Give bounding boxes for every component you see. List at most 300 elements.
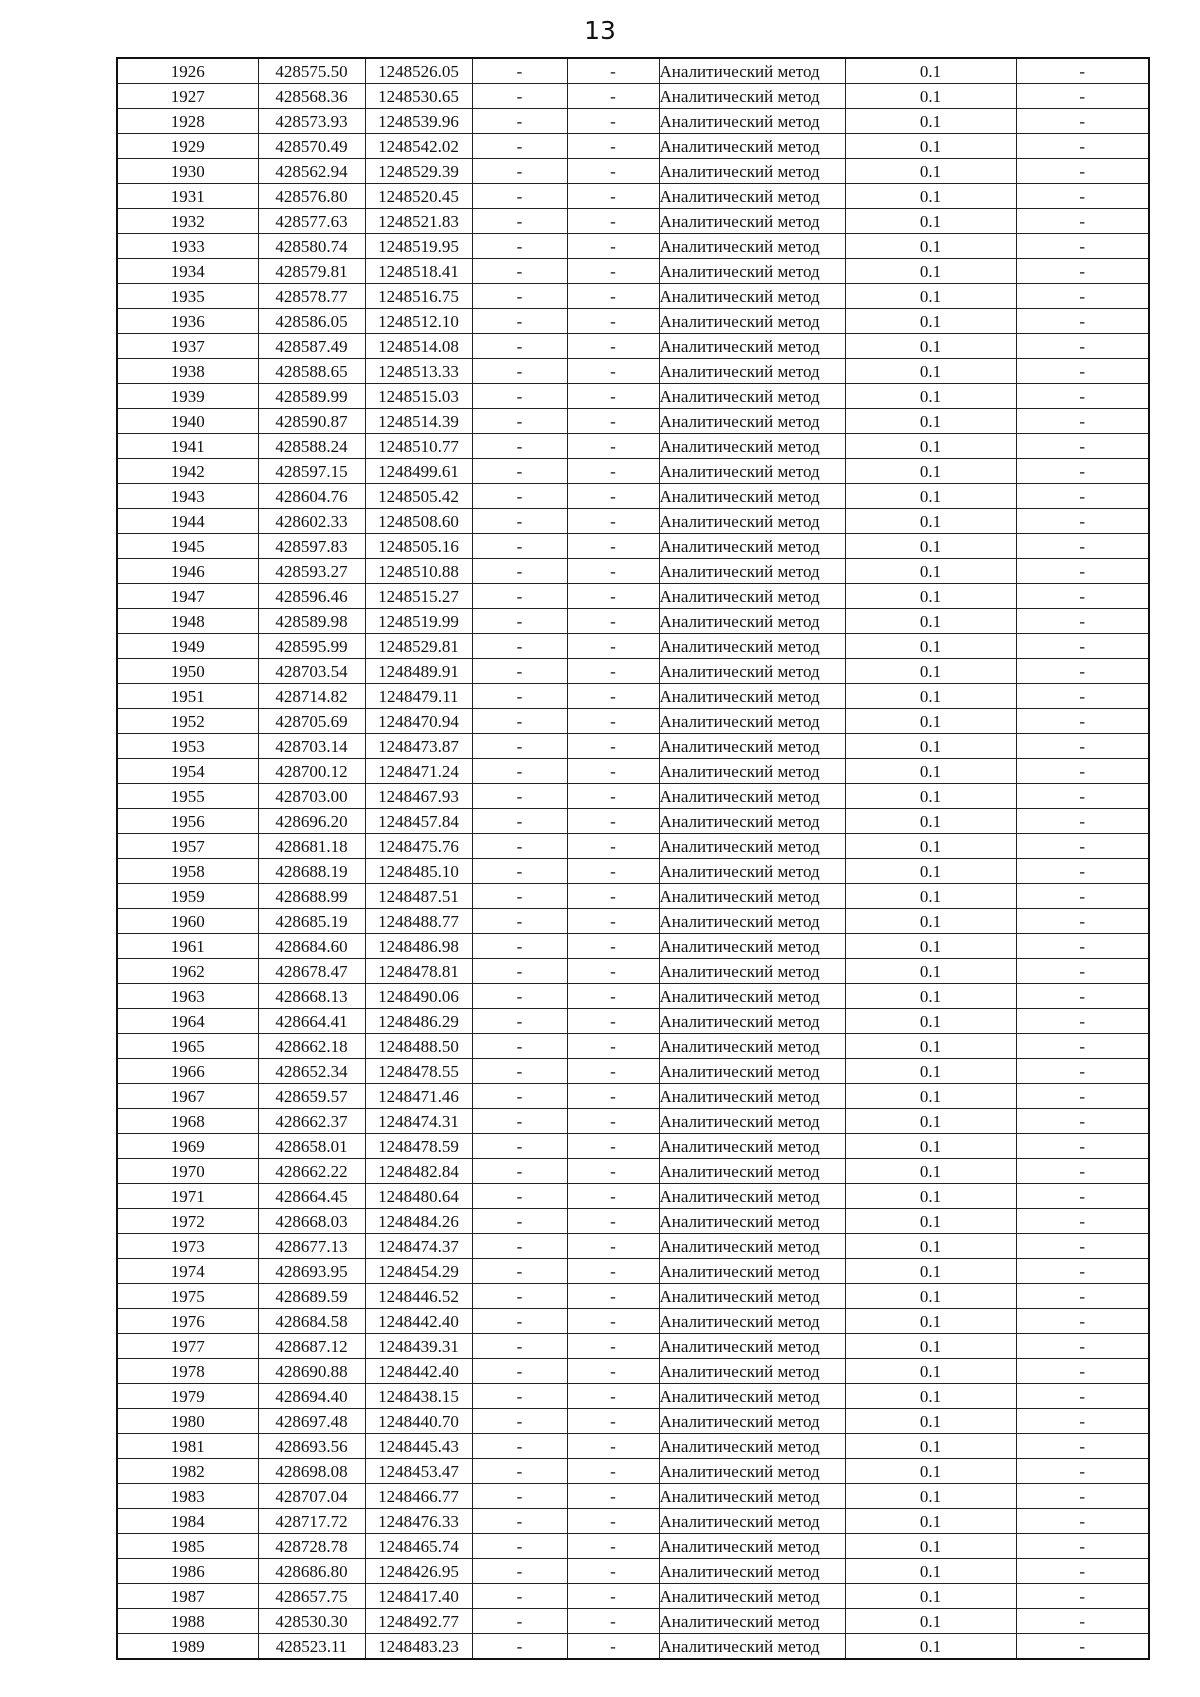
point-number-cell: 1968 xyxy=(117,1109,258,1134)
table-row xyxy=(117,884,1149,909)
method-cell: Аналитический метод xyxy=(659,1009,845,1034)
y-coordinate-cell: 1248490.06 xyxy=(365,984,472,1009)
method-cell: Аналитический метод xyxy=(659,634,845,659)
accuracy-cell: 0.1 xyxy=(845,484,1016,509)
method-cell: Аналитический метод xyxy=(659,884,845,909)
y-coordinate-cell: 1248486.98 xyxy=(365,934,472,959)
accuracy-cell: 0.1 xyxy=(845,58,1016,84)
method-cell: Аналитический метод xyxy=(659,184,845,209)
empty-value-cell: - xyxy=(567,584,659,609)
point-number-cell: 1967 xyxy=(117,1084,258,1109)
y-coordinate-cell: 1248467.93 xyxy=(365,784,472,809)
method-cell: Аналитический метод xyxy=(659,534,845,559)
accuracy-cell: 0.1 xyxy=(845,1259,1016,1284)
method-cell: Аналитический метод xyxy=(659,1209,845,1234)
empty-value-cell: - xyxy=(472,1434,567,1459)
x-coordinate-cell: 428664.41 xyxy=(258,1009,365,1034)
method-cell: Аналитический метод xyxy=(659,659,845,684)
point-number-cell: 1966 xyxy=(117,1059,258,1084)
table-row xyxy=(117,1059,1149,1084)
empty-value-cell: - xyxy=(1016,784,1149,809)
x-coordinate-cell: 428668.03 xyxy=(258,1209,365,1234)
method-cell: Аналитический метод xyxy=(659,1584,845,1609)
table-row xyxy=(117,1209,1149,1234)
empty-value-cell: - xyxy=(567,684,659,709)
empty-value-cell: - xyxy=(1016,1109,1149,1134)
accuracy-cell: 0.1 xyxy=(845,159,1016,184)
point-number-cell: 1962 xyxy=(117,959,258,984)
empty-value-cell: - xyxy=(567,159,659,184)
x-coordinate-cell: 428593.27 xyxy=(258,559,365,584)
empty-value-cell: - xyxy=(472,1459,567,1484)
empty-value-cell: - xyxy=(1016,859,1149,884)
point-number-cell: 1988 xyxy=(117,1609,258,1634)
empty-value-cell: - xyxy=(1016,1584,1149,1609)
x-coordinate-cell: 428662.18 xyxy=(258,1034,365,1059)
empty-value-cell: - xyxy=(567,209,659,234)
method-cell: Аналитический метод xyxy=(659,709,845,734)
point-number-cell: 1940 xyxy=(117,409,258,434)
empty-value-cell: - xyxy=(472,1634,567,1660)
point-number-cell: 1942 xyxy=(117,459,258,484)
point-number-cell: 1928 xyxy=(117,109,258,134)
accuracy-cell: 0.1 xyxy=(845,984,1016,1009)
empty-value-cell: - xyxy=(567,534,659,559)
table-row xyxy=(117,684,1149,709)
accuracy-cell: 0.1 xyxy=(845,1584,1016,1609)
y-coordinate-cell: 1248492.77 xyxy=(365,1609,472,1634)
empty-value-cell: - xyxy=(472,1009,567,1034)
accuracy-cell: 0.1 xyxy=(845,1459,1016,1484)
table-row xyxy=(117,259,1149,284)
accuracy-cell: 0.1 xyxy=(845,109,1016,134)
empty-value-cell: - xyxy=(1016,109,1149,134)
empty-value-cell: - xyxy=(1016,1234,1149,1259)
y-coordinate-cell: 1248474.37 xyxy=(365,1234,472,1259)
empty-value-cell: - xyxy=(1016,534,1149,559)
x-coordinate-cell: 428577.63 xyxy=(258,209,365,234)
empty-value-cell: - xyxy=(567,1084,659,1109)
table-row xyxy=(117,784,1149,809)
accuracy-cell: 0.1 xyxy=(845,1184,1016,1209)
point-number-cell: 1956 xyxy=(117,809,258,834)
empty-value-cell: - xyxy=(1016,659,1149,684)
y-coordinate-cell: 1248518.41 xyxy=(365,259,472,284)
empty-value-cell: - xyxy=(567,559,659,584)
accuracy-cell: 0.1 xyxy=(845,84,1016,109)
method-cell: Аналитический метод xyxy=(659,409,845,434)
x-coordinate-cell: 428659.57 xyxy=(258,1084,365,1109)
empty-value-cell: - xyxy=(1016,959,1149,984)
x-coordinate-cell: 428570.49 xyxy=(258,134,365,159)
method-cell: Аналитический метод xyxy=(659,809,845,834)
method-cell: Аналитический метод xyxy=(659,1359,845,1384)
empty-value-cell: - xyxy=(472,884,567,909)
x-coordinate-cell: 428694.40 xyxy=(258,1384,365,1409)
point-number-cell: 1987 xyxy=(117,1584,258,1609)
point-number-cell: 1929 xyxy=(117,134,258,159)
method-cell: Аналитический метод xyxy=(659,584,845,609)
empty-value-cell: - xyxy=(472,709,567,734)
empty-value-cell: - xyxy=(472,1609,567,1634)
accuracy-cell: 0.1 xyxy=(845,709,1016,734)
method-cell: Аналитический метод xyxy=(659,734,845,759)
x-coordinate-cell: 428595.99 xyxy=(258,634,365,659)
empty-value-cell: - xyxy=(472,1284,567,1309)
x-coordinate-cell: 428589.99 xyxy=(258,384,365,409)
empty-value-cell: - xyxy=(567,259,659,284)
method-cell: Аналитический метод xyxy=(659,209,845,234)
empty-value-cell: - xyxy=(567,409,659,434)
method-cell: Аналитический метод xyxy=(659,1284,845,1309)
point-number-cell: 1963 xyxy=(117,984,258,1009)
accuracy-cell: 0.1 xyxy=(845,1609,1016,1634)
empty-value-cell: - xyxy=(1016,409,1149,434)
table-row xyxy=(117,1034,1149,1059)
method-cell: Аналитический метод xyxy=(659,459,845,484)
empty-value-cell: - xyxy=(472,1184,567,1209)
empty-value-cell: - xyxy=(472,459,567,484)
point-number-cell: 1927 xyxy=(117,84,258,109)
point-number-cell: 1973 xyxy=(117,1234,258,1259)
point-number-cell: 1980 xyxy=(117,1409,258,1434)
coordinates-table xyxy=(116,57,1150,1660)
empty-value-cell: - xyxy=(567,1609,659,1634)
y-coordinate-cell: 1248454.29 xyxy=(365,1259,472,1284)
table-row xyxy=(117,1559,1149,1584)
table-row xyxy=(117,1634,1149,1660)
empty-value-cell: - xyxy=(472,659,567,684)
method-cell: Аналитический метод xyxy=(659,759,845,784)
y-coordinate-cell: 1248478.81 xyxy=(365,959,472,984)
accuracy-cell: 0.1 xyxy=(845,584,1016,609)
accuracy-cell: 0.1 xyxy=(845,434,1016,459)
table-row xyxy=(117,459,1149,484)
empty-value-cell: - xyxy=(472,1084,567,1109)
table-row xyxy=(117,559,1149,584)
accuracy-cell: 0.1 xyxy=(845,784,1016,809)
y-coordinate-cell: 1248465.74 xyxy=(365,1534,472,1559)
point-number-cell: 1976 xyxy=(117,1309,258,1334)
empty-value-cell: - xyxy=(567,1434,659,1459)
empty-value-cell: - xyxy=(472,84,567,109)
empty-value-cell: - xyxy=(1016,209,1149,234)
point-number-cell: 1969 xyxy=(117,1134,258,1159)
empty-value-cell: - xyxy=(567,309,659,334)
empty-value-cell: - xyxy=(567,1159,659,1184)
table-row xyxy=(117,234,1149,259)
table-row xyxy=(117,709,1149,734)
x-coordinate-cell: 428714.82 xyxy=(258,684,365,709)
method-cell: Аналитический метод xyxy=(659,1159,845,1184)
x-coordinate-cell: 428686.80 xyxy=(258,1559,365,1584)
accuracy-cell: 0.1 xyxy=(845,534,1016,559)
empty-value-cell: - xyxy=(567,809,659,834)
method-cell: Аналитический метод xyxy=(659,1084,845,1109)
x-coordinate-cell: 428587.49 xyxy=(258,334,365,359)
empty-value-cell: - xyxy=(472,284,567,309)
empty-value-cell: - xyxy=(472,1134,567,1159)
table-row xyxy=(117,334,1149,359)
empty-value-cell: - xyxy=(472,784,567,809)
y-coordinate-cell: 1248529.81 xyxy=(365,634,472,659)
empty-value-cell: - xyxy=(567,1134,659,1159)
empty-value-cell: - xyxy=(472,259,567,284)
x-coordinate-cell: 428677.13 xyxy=(258,1234,365,1259)
accuracy-cell: 0.1 xyxy=(845,1384,1016,1409)
table-row xyxy=(117,1309,1149,1334)
empty-value-cell: - xyxy=(567,1384,659,1409)
accuracy-cell: 0.1 xyxy=(845,909,1016,934)
empty-value-cell: - xyxy=(472,859,567,884)
method-cell: Аналитический метод xyxy=(659,959,845,984)
y-coordinate-cell: 1248445.43 xyxy=(365,1434,472,1459)
empty-value-cell: - xyxy=(567,659,659,684)
table-row xyxy=(117,984,1149,1009)
x-coordinate-cell: 428596.46 xyxy=(258,584,365,609)
method-cell: Аналитический метод xyxy=(659,134,845,159)
y-coordinate-cell: 1248519.95 xyxy=(365,234,472,259)
accuracy-cell: 0.1 xyxy=(845,259,1016,284)
x-coordinate-cell: 428668.13 xyxy=(258,984,365,1009)
method-cell: Аналитический метод xyxy=(659,1484,845,1509)
empty-value-cell: - xyxy=(1016,1609,1149,1634)
empty-value-cell: - xyxy=(1016,634,1149,659)
accuracy-cell: 0.1 xyxy=(845,284,1016,309)
accuracy-cell: 0.1 xyxy=(845,309,1016,334)
accuracy-cell: 0.1 xyxy=(845,759,1016,784)
empty-value-cell: - xyxy=(567,959,659,984)
y-coordinate-cell: 1248508.60 xyxy=(365,509,472,534)
empty-value-cell: - xyxy=(567,459,659,484)
y-coordinate-cell: 1248476.33 xyxy=(365,1509,472,1534)
empty-value-cell: - xyxy=(567,1009,659,1034)
empty-value-cell: - xyxy=(1016,509,1149,534)
empty-value-cell: - xyxy=(472,584,567,609)
point-number-cell: 1957 xyxy=(117,834,258,859)
empty-value-cell: - xyxy=(567,1034,659,1059)
x-coordinate-cell: 428700.12 xyxy=(258,759,365,784)
empty-value-cell: - xyxy=(472,1334,567,1359)
table-row xyxy=(117,759,1149,784)
x-coordinate-cell: 428705.69 xyxy=(258,709,365,734)
y-coordinate-cell: 1248484.26 xyxy=(365,1209,472,1234)
point-number-cell: 1972 xyxy=(117,1209,258,1234)
method-cell: Аналитический метод xyxy=(659,1509,845,1534)
method-cell: Аналитический метод xyxy=(659,484,845,509)
empty-value-cell: - xyxy=(472,559,567,584)
empty-value-cell: - xyxy=(567,384,659,409)
empty-value-cell: - xyxy=(472,834,567,859)
empty-value-cell: - xyxy=(472,534,567,559)
y-coordinate-cell: 1248439.31 xyxy=(365,1334,472,1359)
x-coordinate-cell: 428652.34 xyxy=(258,1059,365,1084)
accuracy-cell: 0.1 xyxy=(845,1359,1016,1384)
empty-value-cell: - xyxy=(567,1259,659,1284)
empty-value-cell: - xyxy=(1016,1309,1149,1334)
table-row xyxy=(117,509,1149,534)
method-cell: Аналитический метод xyxy=(659,609,845,634)
point-number-cell: 1941 xyxy=(117,434,258,459)
empty-value-cell: - xyxy=(1016,384,1149,409)
accuracy-cell: 0.1 xyxy=(845,209,1016,234)
table-row xyxy=(117,1284,1149,1309)
point-number-cell: 1981 xyxy=(117,1434,258,1459)
table-row xyxy=(117,934,1149,959)
x-coordinate-cell: 428597.15 xyxy=(258,459,365,484)
table-row xyxy=(117,1334,1149,1359)
empty-value-cell: - xyxy=(1016,1534,1149,1559)
x-coordinate-cell: 428658.01 xyxy=(258,1134,365,1159)
method-cell: Аналитический метод xyxy=(659,1459,845,1484)
method-cell: Аналитический метод xyxy=(659,1609,845,1634)
x-coordinate-cell: 428688.19 xyxy=(258,859,365,884)
accuracy-cell: 0.1 xyxy=(845,684,1016,709)
y-coordinate-cell: 1248470.94 xyxy=(365,709,472,734)
empty-value-cell: - xyxy=(472,1584,567,1609)
x-coordinate-cell: 428576.80 xyxy=(258,184,365,209)
y-coordinate-cell: 1248521.83 xyxy=(365,209,472,234)
table-row xyxy=(117,384,1149,409)
accuracy-cell: 0.1 xyxy=(845,959,1016,984)
empty-value-cell: - xyxy=(1016,134,1149,159)
empty-value-cell: - xyxy=(1016,709,1149,734)
method-cell: Аналитический метод xyxy=(659,1384,845,1409)
empty-value-cell: - xyxy=(567,1184,659,1209)
empty-value-cell: - xyxy=(567,1584,659,1609)
x-coordinate-cell: 428586.05 xyxy=(258,309,365,334)
table-row xyxy=(117,1459,1149,1484)
empty-value-cell: - xyxy=(567,1284,659,1309)
empty-value-cell: - xyxy=(472,634,567,659)
y-coordinate-cell: 1248514.39 xyxy=(365,409,472,434)
y-coordinate-cell: 1248453.47 xyxy=(365,1459,472,1484)
table-row xyxy=(117,284,1149,309)
accuracy-cell: 0.1 xyxy=(845,834,1016,859)
empty-value-cell: - xyxy=(472,1059,567,1084)
x-coordinate-cell: 428717.72 xyxy=(258,1509,365,1534)
empty-value-cell: - xyxy=(1016,1484,1149,1509)
point-number-cell: 1926 xyxy=(117,58,258,84)
method-cell: Аналитический метод xyxy=(659,784,845,809)
empty-value-cell: - xyxy=(472,309,567,334)
point-number-cell: 1977 xyxy=(117,1334,258,1359)
x-coordinate-cell: 428662.37 xyxy=(258,1109,365,1134)
method-cell: Аналитический метод xyxy=(659,984,845,1009)
table-row xyxy=(117,834,1149,859)
empty-value-cell: - xyxy=(567,1334,659,1359)
empty-value-cell: - xyxy=(472,1359,567,1384)
x-coordinate-cell: 428703.00 xyxy=(258,784,365,809)
empty-value-cell: - xyxy=(1016,459,1149,484)
table-row xyxy=(117,959,1149,984)
y-coordinate-cell: 1248489.91 xyxy=(365,659,472,684)
point-number-cell: 1983 xyxy=(117,1484,258,1509)
table-row xyxy=(117,1509,1149,1534)
accuracy-cell: 0.1 xyxy=(845,384,1016,409)
empty-value-cell: - xyxy=(1016,1184,1149,1209)
y-coordinate-cell: 1248505.42 xyxy=(365,484,472,509)
empty-value-cell: - xyxy=(472,759,567,784)
empty-value-cell: - xyxy=(1016,934,1149,959)
empty-value-cell: - xyxy=(567,1509,659,1534)
y-coordinate-cell: 1248475.76 xyxy=(365,834,472,859)
empty-value-cell: - xyxy=(472,959,567,984)
method-cell: Аналитический метод xyxy=(659,909,845,934)
table-row xyxy=(117,109,1149,134)
empty-value-cell: - xyxy=(567,109,659,134)
method-cell: Аналитический метод xyxy=(659,1309,845,1334)
x-coordinate-cell: 428689.59 xyxy=(258,1284,365,1309)
point-number-cell: 1938 xyxy=(117,359,258,384)
method-cell: Аналитический метод xyxy=(659,834,845,859)
y-coordinate-cell: 1248505.16 xyxy=(365,534,472,559)
accuracy-cell: 0.1 xyxy=(845,1634,1016,1660)
method-cell: Аналитический метод xyxy=(659,434,845,459)
y-coordinate-cell: 1248471.24 xyxy=(365,759,472,784)
x-coordinate-cell: 428693.95 xyxy=(258,1259,365,1284)
y-coordinate-cell: 1248515.27 xyxy=(365,584,472,609)
empty-value-cell: - xyxy=(1016,609,1149,634)
point-number-cell: 1936 xyxy=(117,309,258,334)
accuracy-cell: 0.1 xyxy=(845,1034,1016,1059)
point-number-cell: 1943 xyxy=(117,484,258,509)
x-coordinate-cell: 428698.08 xyxy=(258,1459,365,1484)
method-cell: Аналитический метод xyxy=(659,1334,845,1359)
method-cell: Аналитический метод xyxy=(659,934,845,959)
empty-value-cell: - xyxy=(1016,84,1149,109)
empty-value-cell: - xyxy=(472,909,567,934)
empty-value-cell: - xyxy=(1016,809,1149,834)
empty-value-cell: - xyxy=(1016,434,1149,459)
empty-value-cell: - xyxy=(1016,234,1149,259)
empty-value-cell: - xyxy=(567,1534,659,1559)
accuracy-cell: 0.1 xyxy=(845,1409,1016,1434)
empty-value-cell: - xyxy=(567,484,659,509)
y-coordinate-cell: 1248485.10 xyxy=(365,859,472,884)
y-coordinate-cell: 1248519.99 xyxy=(365,609,472,634)
point-number-cell: 1949 xyxy=(117,634,258,659)
method-cell: Аналитический метод xyxy=(659,509,845,534)
empty-value-cell: - xyxy=(567,934,659,959)
accuracy-cell: 0.1 xyxy=(845,1434,1016,1459)
point-number-cell: 1930 xyxy=(117,159,258,184)
empty-value-cell: - xyxy=(567,884,659,909)
empty-value-cell: - xyxy=(567,334,659,359)
x-coordinate-cell: 428580.74 xyxy=(258,234,365,259)
x-coordinate-cell: 428696.20 xyxy=(258,809,365,834)
accuracy-cell: 0.1 xyxy=(845,359,1016,384)
point-number-cell: 1933 xyxy=(117,234,258,259)
y-coordinate-cell: 1248440.70 xyxy=(365,1409,472,1434)
accuracy-cell: 0.1 xyxy=(845,1309,1016,1334)
y-coordinate-cell: 1248486.29 xyxy=(365,1009,472,1034)
method-cell: Аналитический метод xyxy=(659,309,845,334)
empty-value-cell: - xyxy=(472,434,567,459)
accuracy-cell: 0.1 xyxy=(845,1234,1016,1259)
y-coordinate-cell: 1248480.64 xyxy=(365,1184,472,1209)
method-cell: Аналитический метод xyxy=(659,1634,845,1660)
table-row xyxy=(117,1384,1149,1409)
accuracy-cell: 0.1 xyxy=(845,884,1016,909)
empty-value-cell: - xyxy=(567,1459,659,1484)
method-cell: Аналитический метод xyxy=(659,284,845,309)
table-row xyxy=(117,1009,1149,1034)
x-coordinate-cell: 428568.36 xyxy=(258,84,365,109)
table-row xyxy=(117,809,1149,834)
y-coordinate-cell: 1248474.31 xyxy=(365,1109,472,1134)
accuracy-cell: 0.1 xyxy=(845,1334,1016,1359)
